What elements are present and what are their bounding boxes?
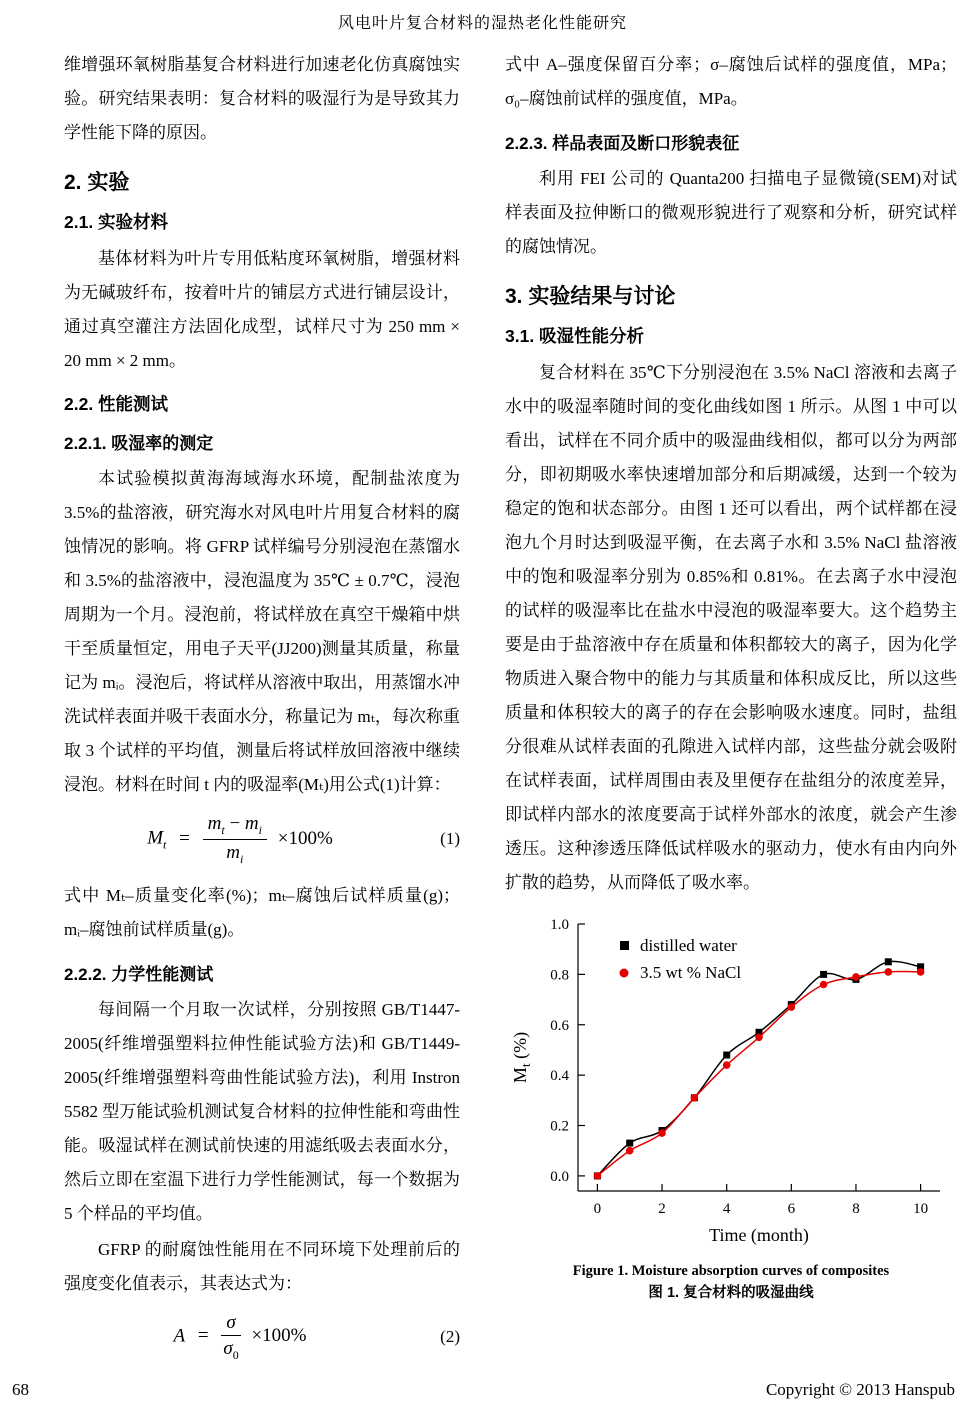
svg-text:1.0: 1.0 [550,917,569,933]
paragraph-gfrp: GFRP 的耐腐蚀性能用在不同环境下处理前后的强度变化值表示，其表达式为： [64,1239,460,1293]
two-column-body [64,48,957,1375]
section-heading-moisture-measure: 2.2.1. 吸湿率的测定 [64,434,214,453]
eq2-fraction: $\frac{\sigma}{\sigma_0}$ [223,1311,239,1363]
figure-1 [505,912,957,1304]
svg-text:3.5 wt % NaCl: 3.5 wt % NaCl [640,963,742,982]
equation-2-body [64,1311,416,1364]
section-heading-materials: 2.1. 实验材料 [64,212,169,232]
page-footer [12,1380,955,1400]
svg-text:0.8: 0.8 [550,967,569,984]
eq1-minus: − [229,813,241,834]
svg-text:10: 10 [913,1201,929,1217]
right-column [505,48,957,1375]
svg-text:0: 0 [593,1201,602,1217]
eq1-lhs-sub: t [163,837,167,852]
eq2-suffix: ×100% [251,1325,307,1347]
eq1-lhs: M [147,827,164,849]
left-column [64,48,460,1375]
svg-text:Mt (%): $M_t$ (%) [510,1031,533,1084]
eq2-lhs: A [173,1325,186,1347]
equation-1 [64,812,460,867]
eq1-fraction: $\frac{m_t - m_i}{m_i}$ [203,812,267,867]
section-heading-mechanical: 2.2.2. 力学性能测试 [64,964,214,984]
svg-text:6: 6 [787,1201,796,1217]
section-heading-absorption: 3.1. 吸湿性能分析 [505,326,645,346]
paragraph-morphology: 利用 FEI 公司的 Quanta200 扫描电子显微镜(SEM)对试样表面及拉伸断口的微观形貌进行了观察和分析，研究试样的腐蚀情况。 [505,169,957,256]
paragraph-materials: 基体材料为叶片专用低粘度环氧树脂，增强材料为无碱玻纤布，按着叶片的铺层方式进行铺层设计，通过真空灌注方法固化成型，试样尺寸为 250 mm × 20 mm × 2 mm。 [64,249,460,370]
copyright-text: Copyright © 2013 Hanspub [765,1380,955,1399]
svg-text:Time (month): Time (month) [709,1225,809,1245]
eq1-suffix: ×100% [277,827,333,849]
figure1-caption-en: Figure 1. Moisture absorption curves of composites [572,1263,890,1279]
svg-text:8: 8 [852,1201,860,1217]
svg-text:0.0: 0.0 [550,1168,569,1185]
paragraph-formula1-note: 式中 Mₜ–质量变化率(%)；mₜ–腐蚀后试样质量(g)；mᵢ–腐蚀前试样质量(g)。 [64,885,460,939]
paragraph-absorption-analysis: 复合材料在 35℃下分别浸泡在 3.5% NaCl 溶液和去离子水中的吸湿率随时间的变化曲线如图 1 所示。从图 1 中可以看出，试样在不同介质中的吸湿曲线相似，都可以分为两部分，即初期吸水率快速增加部分和后期减缓，达到一个较为稳定的饱和状态部分。由图 1 还可以看出，两个试样都在浸泡九个月时达到吸湿平衡，在去离子水和 3.5% NaCl 盐溶液中的饱和吸湿率分别为 0.85%和 0.81%。在去离子水中浸泡的试样的吸湿率比在盐水中浸泡的吸湿率要大。这个趋势主要是由于盐溶液中存在质量和体积都较大的离子，因为化学物质进入聚合物中的能力与其质量和体积成反比，所以这些质量和体积较大的离子的存在会影响吸水速度。同时，盐组分很难从试样表面的孔隙进入试样内部，这些盐分就会吸附在试样表面，试样周围由表及里便存在盐组分的浓度差异，即试样内部水的浓度要高于试样外部水的浓度，就会产生渗透压。这种渗透压降低试样吸水的驱动力，使水有由内向外扩散的趋势，从而降低了吸水率。 [505,363,957,892]
paragraph-formula2-note: 式中 A–强度保留百分率；σ–腐蚀后试样的强度值，MPa；σ₀–腐蚀前试样的强度值，MPa。 [505,55,957,108]
svg-text:0.2: 0.2 [550,1118,569,1135]
paragraph-continuation: 维增强环氧树脂基复合材料进行加速老化仿真腐蚀实验。研究结果表明：复合材料的吸湿行为是导致其力学性能下降的原因。 [64,55,460,142]
running-head-title: 风电叶片复合材料的湿热老化性能研究 [337,15,627,32]
equation-2-number: (2) [440,1326,460,1346]
svg-text:2: 2 [658,1201,666,1217]
page-number: 68 [12,1380,29,1399]
section-heading-results: 3. 实验结果与讨论 [505,285,676,308]
paragraph-mechanical: 每间隔一个月取一次试样，分别按照 GB/T1447-2005(纤维增强塑料拉伸性能试验方法)和 GB/T1449-2005(纤维增强塑料弯曲性能试验方法)，利用 Instron 5582 型万能试验机测试复合材料的拉伸性能和弯曲性能。吸湿试样在测试前快速的用滤纸吸去表面水分，然后立即在室温下进行力学性能测试，每一个数据为 5 个样品的平均值。 [64,999,460,1223]
eq1-equals: = [179,827,190,849]
equation-2 [64,1311,460,1364]
equation-1-body [64,812,416,867]
section-heading-morphology: 2.2.3. 样品表面及断口形貌表征 [505,134,740,153]
svg-text:4: 4 [722,1201,731,1217]
section-heading-experiment: 2. 实验 [64,171,130,194]
svg-text:0.4: 0.4 [550,1068,569,1085]
paragraph-moisture-method: 本试验模拟黄海海域海水环境，配制盐浓度为 3.5%的盐溶液，研究海水对风电叶片用复合材料的腐蚀情况的影响。将 GFRP 试样编号分别浸泡在蒸馏水和 3.5%的盐溶液中，浸泡温度为 35℃ ± 0.7℃，浸泡周期为一个月。浸泡前，将试样放在真空干燥箱中烘干至质量恒定，用电子天平(JJ200)测量其质量，称量记为 mᵢ。浸泡后，将试样从溶液中取出，用蒸馏水冲洗试样表面并吸干表面水分，称量记为 mₜ，每次称重取 3 个试样的平均值，测量后将试样放回溶液中继续浸泡。材料在时间 t 内的吸湿率(Mₜ)用公式(1)计算： [64,469,460,794]
figure1-chart [506,912,956,1252]
eq2-equals: = [197,1325,209,1347]
svg-text:distilled water: distilled water [640,936,737,955]
equation-1-number: (1) [440,829,460,849]
section-heading-testing: 2.2. 性能测试 [64,394,169,414]
svg-text:0.6: 0.6 [550,1017,569,1034]
figure1-caption-zh: 图 1. 复合材料的吸湿曲线 [648,1285,814,1301]
